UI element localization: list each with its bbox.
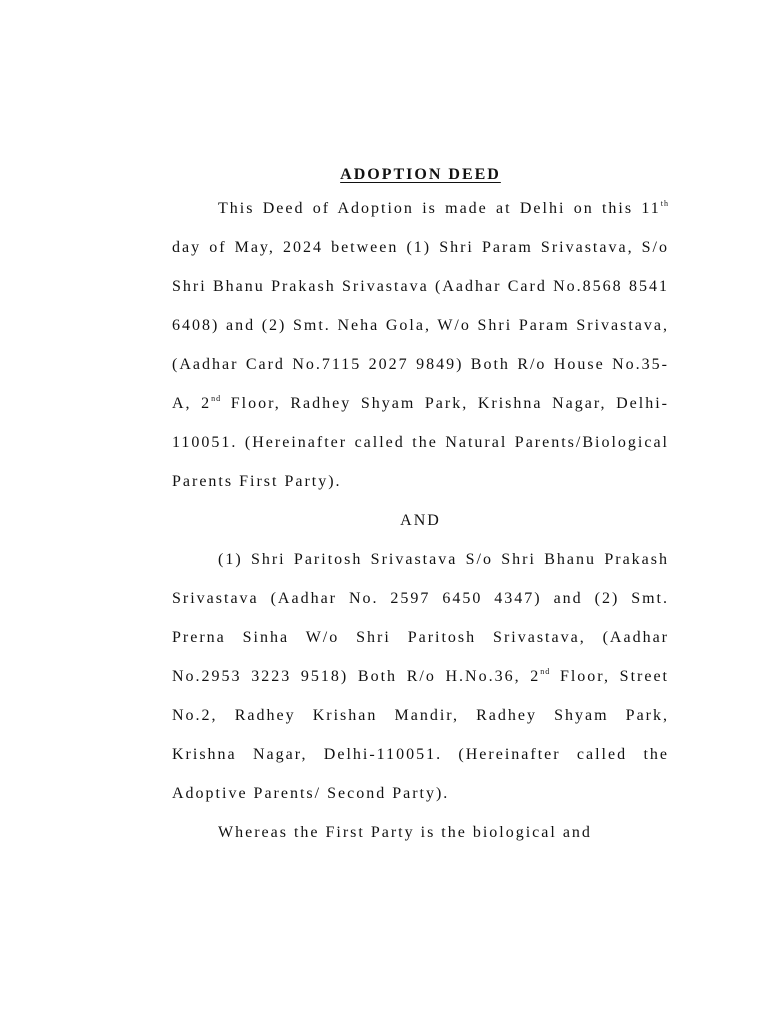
document-title: ADOPTION DEED — [340, 166, 501, 183]
whereas-text: Whereas the First Party is the biological and — [218, 824, 592, 841]
first-party-text-1: This Deed of Adoption is made at Delhi on this 11 — [218, 200, 661, 217]
first-party-text-3: Floor, Radhey Shyam Park, Krishna Nagar, Delhi-110051. (Hereinafter called the Natural Parents/Biological Parents First Party). — [172, 395, 669, 490]
second-party-paragraph — [172, 540, 669, 813]
second-party-text-1: (1) Shri Paritosh Srivastava S/o Shri Bhanu Prakash Srivastava (Aadhar No. 2597 6450 4347) and (2) Smt. Prerna Sinha W/o Shri Paritosh Srivastava, (Aadhar No.2953 3223 9518) Both R/o H.No.36, 2 — [172, 551, 669, 685]
ordinal-suffix: nd — [540, 667, 551, 676]
first-party-text-2: day of May, 2024 between (1) Shri Param Srivastava, S/o Shri Bhanu Prakash Srivastava (Aadhar Card No.8568 8541 6408) and (2) Smt. Neha Gola, W/o Shri Param Srivastava, (Aadhar Card No.7115 2027 9849) Both R/o House No.35-A, 2 — [172, 239, 669, 412]
second-party-text-2: Floor, Street No.2, Radhey Krishan Mandir, Radhey Shyam Park, Krishna Nagar, Delhi-110051. (Hereinafter called the Adoptive Parents/ Second Party). — [172, 668, 669, 802]
document-page — [172, 160, 669, 852]
ordinal-suffix: nd — [211, 394, 222, 403]
and-separator: AND — [400, 512, 441, 529]
whereas-paragraph — [172, 813, 669, 852]
ordinal-suffix: th — [660, 199, 669, 208]
first-party-paragraph — [172, 189, 669, 501]
